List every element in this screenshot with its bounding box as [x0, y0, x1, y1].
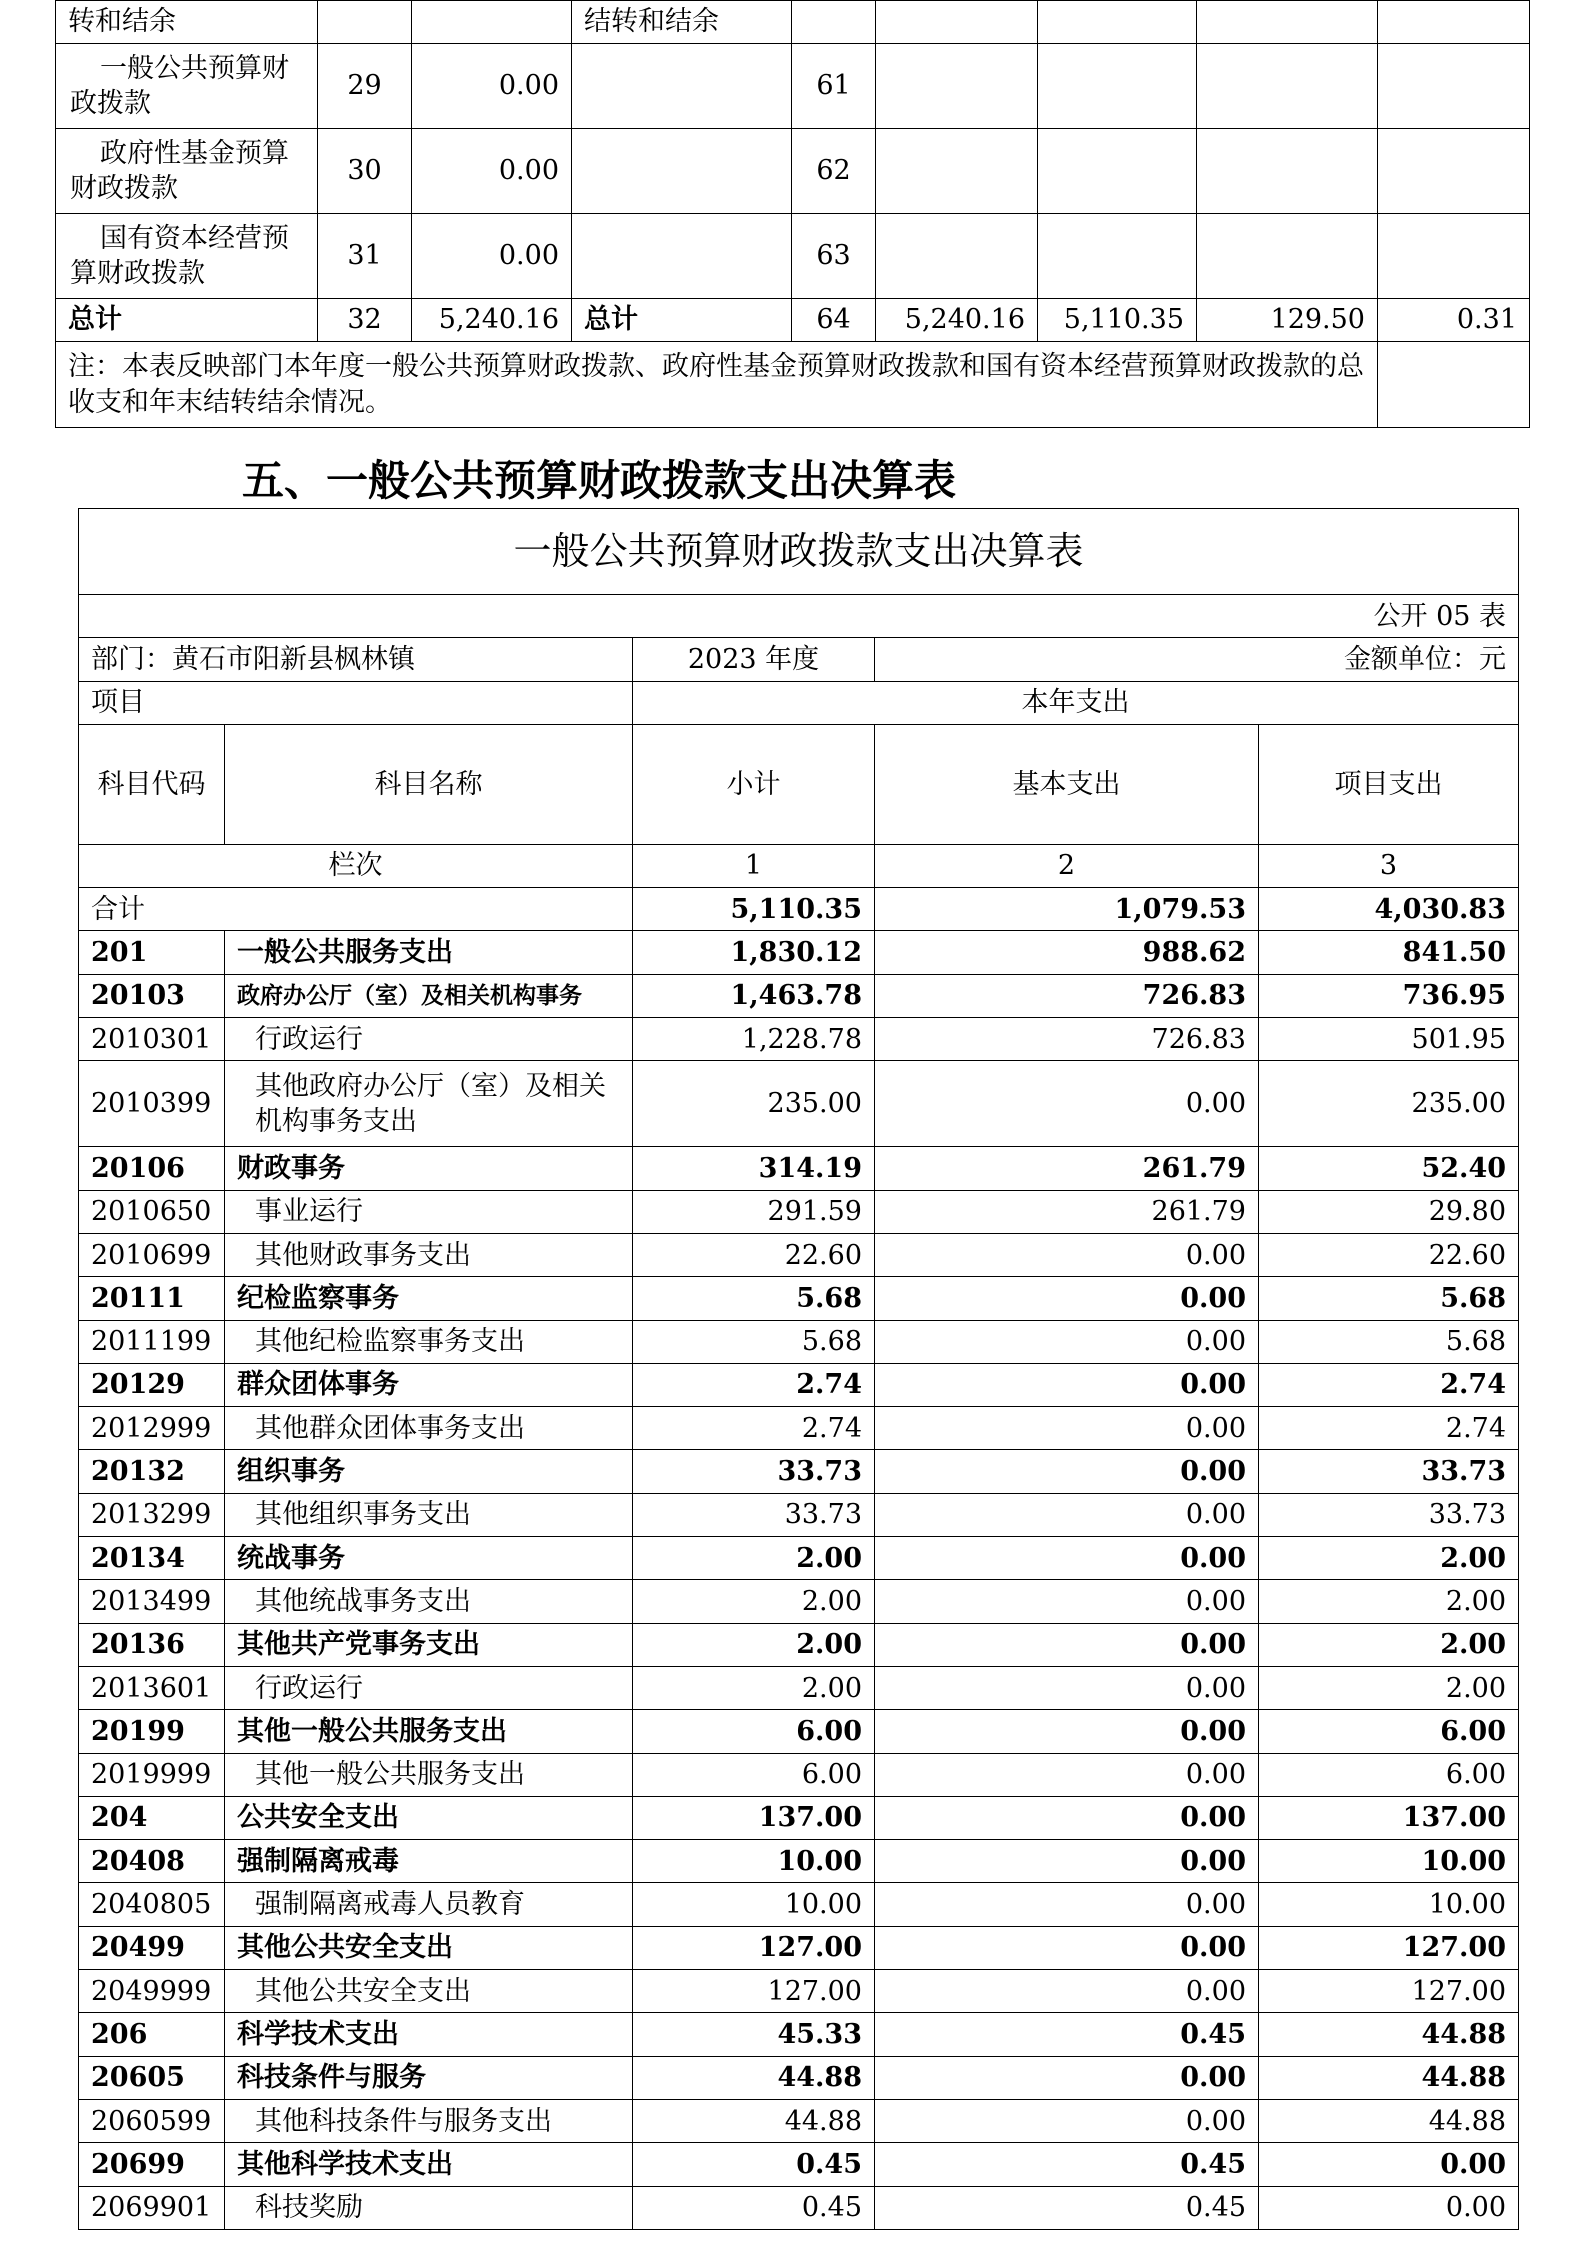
project-value: 6.00 [1259, 1710, 1519, 1753]
subject-name: 一般公共服务支出 [225, 931, 633, 974]
subject-code: 20132 [79, 1450, 225, 1493]
table-row [56, 1, 1530, 44]
subject-name: 其他公共安全支出 [225, 1926, 633, 1969]
header-row [79, 681, 1519, 724]
amount: 0.00 [412, 44, 572, 129]
subtotal-value: 291.59 [633, 1190, 875, 1233]
subject-name: 其他群众团体事务支出 [225, 1407, 633, 1450]
subject-name: 其他组织事务支出 [225, 1493, 633, 1536]
subject-code: 20136 [79, 1623, 225, 1666]
subtotal-value: 6.00 [633, 1710, 875, 1753]
project-value: 2.00 [1259, 1666, 1519, 1709]
table-row [79, 1407, 1519, 1450]
table-row [79, 1493, 1519, 1536]
row-label: 一般公共预算财政拨款 [56, 44, 318, 129]
subtotal-value: 314.19 [633, 1147, 875, 1190]
table-row [79, 2143, 1519, 2186]
project-value: 44.88 [1259, 2013, 1519, 2056]
table-row [79, 1061, 1519, 1147]
column-index-label: 栏次 [79, 844, 633, 887]
subtotal-value: 33.73 [633, 1493, 875, 1536]
total-income: 5,240.16 [412, 299, 572, 342]
total-row [56, 299, 1530, 342]
subject-code: 2010699 [79, 1233, 225, 1276]
subject-code: 20111 [79, 1277, 225, 1320]
table-row [79, 1233, 1519, 1276]
subject-code: 20129 [79, 1363, 225, 1406]
basic-value: 0.00 [875, 1363, 1259, 1406]
subtotal-value: 127.00 [633, 1970, 875, 2013]
subtotal-value: 2.00 [633, 1623, 875, 1666]
total-value: 129.50 [1197, 299, 1378, 342]
carry-label-right: 结转和结余 [572, 1, 792, 44]
project-value: 841.50 [1259, 931, 1519, 974]
project-value: 10.00 [1259, 1840, 1519, 1883]
project-value: 44.88 [1259, 2056, 1519, 2099]
subject-code: 2019999 [79, 1753, 225, 1796]
basic-value: 0.00 [875, 1061, 1259, 1147]
project-value: 2.74 [1259, 1407, 1519, 1450]
subject-name: 科技条件与服务 [225, 2056, 633, 2099]
subject-code: 2040805 [79, 1883, 225, 1926]
project-value: 0.00 [1259, 2186, 1519, 2229]
basic-value: 0.00 [875, 1883, 1259, 1926]
line-number: 61 [792, 44, 876, 129]
subtotal-value: 44.88 [633, 2099, 875, 2142]
subtotal-value: 0.45 [633, 2186, 875, 2229]
project-value: 33.73 [1259, 1493, 1519, 1536]
total-subtotal: 5,110.35 [633, 888, 875, 931]
subject-code: 20499 [79, 1926, 225, 1969]
subtotal-value: 5.68 [633, 1320, 875, 1363]
subject-name: 财政事务 [225, 1147, 633, 1190]
project-value: 33.73 [1259, 1450, 1519, 1493]
basic-value: 0.00 [875, 1840, 1259, 1883]
form-number-row [79, 595, 1519, 638]
basic-value: 988.62 [875, 931, 1259, 974]
table-row [79, 1710, 1519, 1753]
table-row [79, 1190, 1519, 1233]
subtotal-value: 45.33 [633, 2013, 875, 2056]
subtotal-value: 1,830.12 [633, 931, 875, 974]
department: 部门：黄石市阳新县枫林镇 [79, 638, 633, 681]
project-value: 29.80 [1259, 1190, 1519, 1233]
subject-code: 2013299 [79, 1493, 225, 1536]
subject-name: 其他科技条件与服务支出 [225, 2099, 633, 2142]
basic-value: 0.00 [875, 1623, 1259, 1666]
table-row [79, 931, 1519, 974]
subject-name: 行政运行 [225, 1018, 633, 1061]
project-value: 44.88 [1259, 2099, 1519, 2142]
subject-name: 强制隔离戒毒人员教育 [225, 1883, 633, 1926]
project-value: 127.00 [1259, 1926, 1519, 1969]
total-value: 0.31 [1378, 299, 1530, 342]
column-index: 3 [1259, 844, 1519, 887]
table-row [79, 1883, 1519, 1926]
table-row [79, 1926, 1519, 1969]
meta-row [79, 638, 1519, 681]
table-note: 注：本表反映部门本年度一般公共预算财政拨款、政府性基金预算财政拨款和国有资本经营预算财政拨款的总收支和年末结转结余情况。 [56, 342, 1378, 428]
note-row [56, 342, 1530, 428]
subject-code: 2010399 [79, 1061, 225, 1147]
basic-value: 0.00 [875, 1710, 1259, 1753]
subject-name: 其他统战事务支出 [225, 1580, 633, 1623]
table-row [79, 1363, 1519, 1406]
basic-value: 0.00 [875, 1493, 1259, 1536]
total-label: 总计 [56, 299, 318, 342]
subject-code: 2060599 [79, 2099, 225, 2142]
basic-value: 0.00 [875, 1407, 1259, 1450]
basic-value: 0.00 [875, 2099, 1259, 2142]
subject-name: 其他一般公共服务支出 [225, 1753, 633, 1796]
project-value: 22.60 [1259, 1233, 1519, 1276]
table-row [79, 2056, 1519, 2099]
subject-name: 群众团体事务 [225, 1363, 633, 1406]
subtotal-value: 1,463.78 [633, 974, 875, 1017]
project-value: 52.40 [1259, 1147, 1519, 1190]
subject-code: 20103 [79, 974, 225, 1017]
subject-code: 2012999 [79, 1407, 225, 1450]
total-project: 4,030.83 [1259, 888, 1519, 931]
subject-code: 20605 [79, 2056, 225, 2099]
subtotal-value: 127.00 [633, 1926, 875, 1969]
line-number: 62 [792, 129, 876, 214]
subject-name: 科技奖励 [225, 2186, 633, 2229]
subject-name: 其他财政事务支出 [225, 1233, 633, 1276]
basic-value: 0.00 [875, 1970, 1259, 2013]
column-index: 2 [875, 844, 1259, 887]
subject-name: 其他纪检监察事务支出 [225, 1320, 633, 1363]
subject-code: 206 [79, 2013, 225, 2056]
line-number: 29 [318, 44, 412, 129]
project-value: 2.00 [1259, 1580, 1519, 1623]
basic-value: 0.00 [875, 1926, 1259, 1969]
subject-name: 其他政府办公厅（室）及相关机构事务支出 [225, 1061, 633, 1147]
row-label: 政府性基金预算财政拨款 [56, 129, 318, 214]
header-name: 科目名称 [225, 724, 633, 844]
basic-value: 726.83 [875, 1018, 1259, 1061]
column-index: 1 [633, 844, 875, 887]
total-value: 5,110.35 [1038, 299, 1197, 342]
table-row [79, 1753, 1519, 1796]
project-value: 2.00 [1259, 1537, 1519, 1580]
project-value: 235.00 [1259, 1061, 1519, 1147]
subtotal-value: 44.88 [633, 2056, 875, 2099]
subject-name: 政府办公厅（室）及相关机构事务 [225, 974, 633, 1017]
line-number: 31 [318, 214, 412, 299]
header-row [79, 724, 1519, 844]
header-current-year: 本年支出 [633, 681, 1519, 724]
subject-code: 20408 [79, 1840, 225, 1883]
subject-code: 2010650 [79, 1190, 225, 1233]
project-value: 127.00 [1259, 1970, 1519, 2013]
table-row [79, 1840, 1519, 1883]
header-item: 项目 [79, 681, 633, 724]
subject-code: 20699 [79, 2143, 225, 2186]
subject-name: 强制隔离戒毒 [225, 1840, 633, 1883]
subject-code: 20106 [79, 1147, 225, 1190]
total-label-right: 总计 [572, 299, 792, 342]
subject-code: 20199 [79, 1710, 225, 1753]
project-value: 501.95 [1259, 1018, 1519, 1061]
subtotal-value: 22.60 [633, 1233, 875, 1276]
table-row [79, 2099, 1519, 2142]
subtotal-value: 235.00 [633, 1061, 875, 1147]
basic-value: 0.00 [875, 1753, 1259, 1796]
basic-value: 0.00 [875, 1580, 1259, 1623]
table-row [79, 1537, 1519, 1580]
project-value: 137.00 [1259, 1796, 1519, 1839]
subject-code: 2010301 [79, 1018, 225, 1061]
subtotal-value: 2.74 [633, 1407, 875, 1450]
table-row [79, 1796, 1519, 1839]
column-index-row [79, 844, 1519, 887]
basic-value: 0.00 [875, 2056, 1259, 2099]
table-row [79, 1450, 1519, 1493]
table-row [79, 1580, 1519, 1623]
project-value: 5.68 [1259, 1277, 1519, 1320]
header-project: 项目支出 [1259, 724, 1519, 844]
subject-name: 其他科学技术支出 [225, 2143, 633, 2186]
subject-name: 其他一般公共服务支出 [225, 1710, 633, 1753]
subtotal-value: 1,228.78 [633, 1018, 875, 1061]
subject-name: 其他共产党事务支出 [225, 1623, 633, 1666]
table-row [79, 1320, 1519, 1363]
carry-label: 转和结余 [56, 1, 318, 44]
subtotal-value: 2.00 [633, 1537, 875, 1580]
subject-code: 2069901 [79, 2186, 225, 2229]
basic-value: 0.00 [875, 1277, 1259, 1320]
subject-name: 组织事务 [225, 1450, 633, 1493]
table-row [56, 44, 1530, 129]
project-value: 2.74 [1259, 1363, 1519, 1406]
subject-name: 其他公共安全支出 [225, 1970, 633, 2013]
header-basic: 基本支出 [875, 724, 1259, 844]
subtotal-value: 6.00 [633, 1753, 875, 1796]
subtotal-value: 2.74 [633, 1363, 875, 1406]
subtotal-value: 2.00 [633, 1580, 875, 1623]
subtotal-value: 2.00 [633, 1666, 875, 1709]
subject-code: 2049999 [79, 1970, 225, 2013]
row-label: 国有资本经营预算财政拨款 [56, 214, 318, 299]
subject-name: 事业运行 [225, 1190, 633, 1233]
balance-summary-table [55, 0, 1530, 428]
expenditure-table [78, 508, 1519, 2230]
line-number: 64 [792, 299, 876, 342]
expenditure-rows [79, 931, 1519, 2229]
total-basic: 1,079.53 [875, 888, 1259, 931]
table-row [79, 974, 1519, 1017]
subject-name: 公共安全支出 [225, 1796, 633, 1839]
subject-name: 统战事务 [225, 1537, 633, 1580]
project-value: 2.00 [1259, 1623, 1519, 1666]
basic-value: 0.45 [875, 2013, 1259, 2056]
basic-value: 0.45 [875, 2143, 1259, 2186]
basic-value: 0.00 [875, 1537, 1259, 1580]
project-value: 6.00 [1259, 1753, 1519, 1796]
subtotal-value: 10.00 [633, 1883, 875, 1926]
table-row [56, 129, 1530, 214]
subtotal-value: 0.45 [633, 2143, 875, 2186]
total-label: 合计 [79, 888, 633, 931]
line-number: 63 [792, 214, 876, 299]
project-value: 736.95 [1259, 974, 1519, 1017]
basic-value: 0.00 [875, 1320, 1259, 1363]
basic-value: 0.00 [875, 1796, 1259, 1839]
unit: 金额单位：元 [875, 638, 1519, 681]
total-row [79, 888, 1519, 931]
section-heading: 五、一般公共预算财政拨款支出决算表 [242, 456, 957, 505]
subtotal-value: 10.00 [633, 1840, 875, 1883]
table-row [79, 1277, 1519, 1320]
basic-value: 0.00 [875, 1666, 1259, 1709]
line-number: 30 [318, 129, 412, 214]
line-number: 32 [318, 299, 412, 342]
basic-value: 0.00 [875, 1450, 1259, 1493]
table-row [79, 1970, 1519, 2013]
subject-name: 科学技术支出 [225, 2013, 633, 2056]
subject-code: 2013601 [79, 1666, 225, 1709]
form-number: 公开 05 表 [79, 595, 1519, 638]
subtotal-value: 5.68 [633, 1277, 875, 1320]
header-subtotal: 小计 [633, 724, 875, 844]
basic-value: 261.79 [875, 1190, 1259, 1233]
amount: 0.00 [412, 214, 572, 299]
total-value: 5,240.16 [876, 299, 1038, 342]
subject-name: 纪检监察事务 [225, 1277, 633, 1320]
subtotal-value: 33.73 [633, 1450, 875, 1493]
subject-code: 20134 [79, 1537, 225, 1580]
table-row [79, 1666, 1519, 1709]
subject-code: 2013499 [79, 1580, 225, 1623]
basic-value: 726.83 [875, 974, 1259, 1017]
basic-value: 0.45 [875, 2186, 1259, 2229]
table-row [79, 2186, 1519, 2229]
subject-code: 204 [79, 1796, 225, 1839]
subject-code: 2011199 [79, 1320, 225, 1363]
table-title: 一般公共预算财政拨款支出决算表 [79, 509, 1519, 595]
table-title-row [79, 509, 1519, 595]
amount: 0.00 [412, 129, 572, 214]
project-value: 5.68 [1259, 1320, 1519, 1363]
project-value: 0.00 [1259, 2143, 1519, 2186]
fiscal-year: 2023 年度 [633, 638, 875, 681]
basic-value: 0.00 [875, 1233, 1259, 1276]
subtotal-value: 137.00 [633, 1796, 875, 1839]
table-row [56, 214, 1530, 299]
table-row [79, 1623, 1519, 1666]
table-row [79, 1018, 1519, 1061]
subject-name: 行政运行 [225, 1666, 633, 1709]
subject-code: 201 [79, 931, 225, 974]
table-row [79, 1147, 1519, 1190]
basic-value: 261.79 [875, 1147, 1259, 1190]
header-code: 科目代码 [79, 724, 225, 844]
project-value: 10.00 [1259, 1883, 1519, 1926]
table-row [79, 2013, 1519, 2056]
